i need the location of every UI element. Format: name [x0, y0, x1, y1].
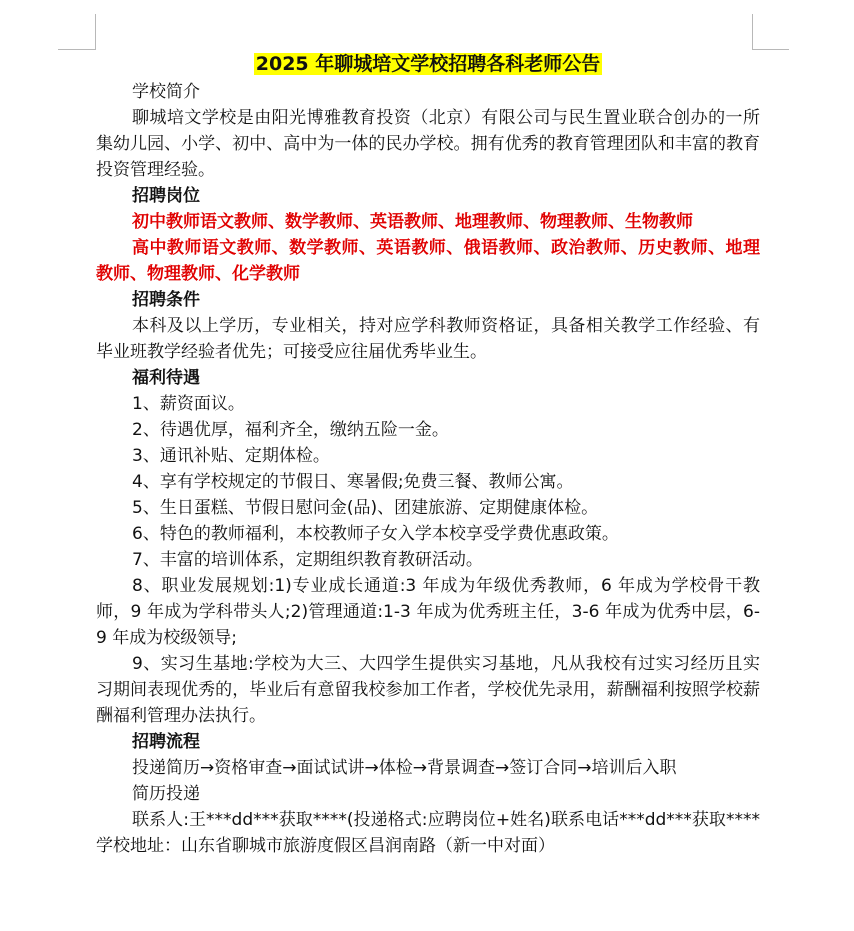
- document-body: [96, 49, 760, 859]
- benefit-item: 8、职业发展规划:1)专业成长通道:3 年成为年级优秀教师，6 年成为学校骨干教师，9 年成为学科带头人;2)管理通道:1-3 年成为优秀班主任，3-6 年成为优秀中层，6-9 年成为校级领导;: [96, 576, 760, 648]
- crop-mark-top-left-v: [95, 14, 96, 50]
- crop-mark-top-right-v: [752, 14, 753, 50]
- conditions-body: 本科及以上学历，专业相关，持对应学科教师资格证，具备相关教学工作经验、有毕业班教学经验者优先；可接受应往届优秀毕业生。: [96, 316, 760, 362]
- positions-high-school: 高中教师语文教师、数学教师、英语教师、俄语教师、政治教师、历史教师、地理教师、物理教师、化学教师: [96, 238, 760, 284]
- benefit-item: 6、特色的教师福利，本校教师子女入学本校享受学费优惠政策。: [132, 524, 619, 544]
- benefit-item: 7、丰富的培训体系，定期组织教育教研活动。: [132, 550, 483, 570]
- benefit-item: 1、薪资面议。: [132, 394, 245, 414]
- conditions-heading: 招聘条件: [132, 290, 200, 310]
- crop-mark-top-left-h: [58, 49, 95, 50]
- intro-body: 聊城培文学校是由阳光博雅教育投资（北京）有限公司与民生置业联合创办的一所集幼儿园、小学、初中、高中为一体的民办学校。拥有优秀的教育管理团队和丰富的教育投资管理经验。: [96, 108, 760, 180]
- contact-body: 联系人:王***dd***获取****(投递格式:应聘岗位+姓名)联系电话***dd***获取****学校地址：山东省聊城市旅游度假区昌润南路（新一中对面）: [96, 810, 760, 856]
- intro-heading: 学校简介: [132, 82, 200, 102]
- process-heading: 招聘流程: [132, 732, 200, 752]
- positions-middle-school: 初中教师语文教师、数学教师、英语教师、地理教师、物理教师、生物教师: [132, 212, 693, 232]
- contact-heading: 简历投递: [132, 784, 200, 804]
- positions-heading: 招聘岗位: [132, 186, 200, 206]
- benefit-item: 9、实习生基地:学校为大三、大四学生提供实习基地，凡从我校有过实习经历且实习期间表现优秀的，毕业后有意留我校参加工作者，学校优先录用，薪酬福利按照学校薪酬福利管理办法执行。: [96, 654, 760, 726]
- benefit-item: 3、通讯补贴、定期体检。: [132, 446, 330, 466]
- benefit-item: 5、生日蛋糕、节假日慰问金(品)、团建旅游、定期健康体检。: [132, 498, 599, 518]
- benefits-heading: 福利待遇: [132, 368, 200, 388]
- page-title: 2025 年聊城培文学校招聘各科老师公告: [255, 53, 601, 75]
- process-body: 投递简历→资格审查→面试试讲→体检→背景调查→签订合同→培训后入职: [132, 758, 677, 778]
- benefit-item: 2、待遇优厚，福利齐全，缴纳五险一金。: [132, 420, 449, 440]
- benefit-item: 4、享有学校规定的节假日、寒暑假;免费三餐、教师公寓。: [132, 472, 574, 492]
